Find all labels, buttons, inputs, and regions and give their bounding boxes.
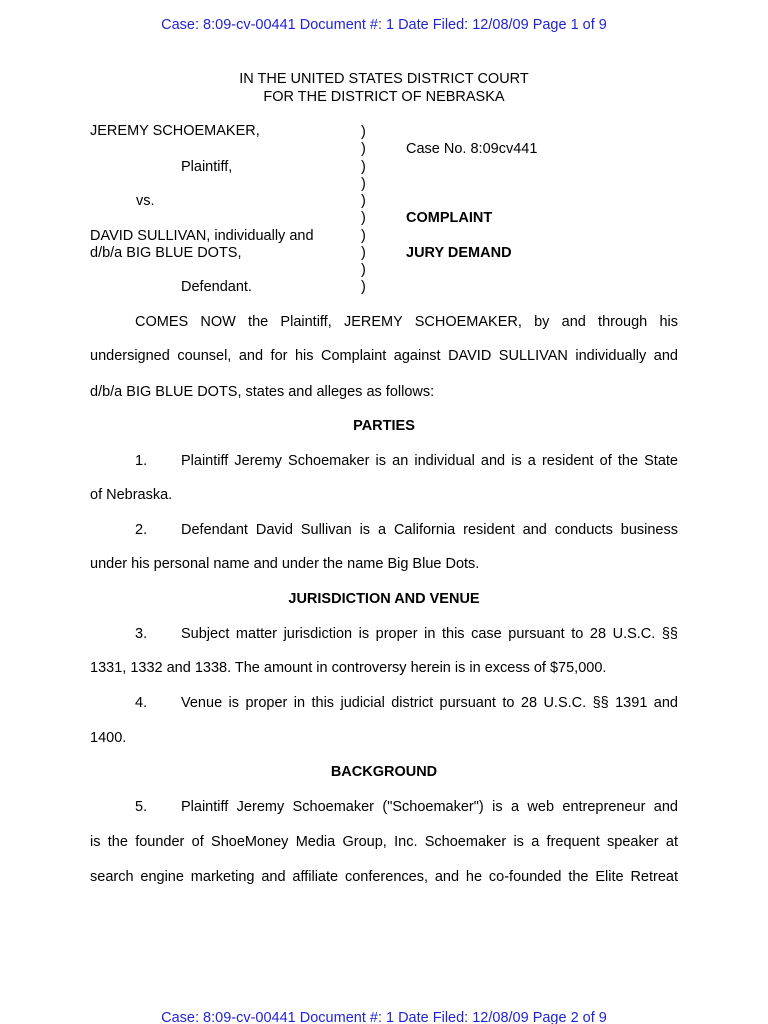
caption-paren: ) (361, 210, 366, 226)
paragraph-line: 1331, 1332 and 1338. The amount in controversy herein is in excess of $75,000. (90, 660, 607, 676)
intro-line: COMES NOW the Plaintiff, JEREMY SCHOEMAKER, by and through his (135, 314, 678, 330)
paragraph-line: Plaintiff Jeremy Schoemaker ("Schoemaker") is a web entrepreneur and (181, 799, 678, 815)
paragraph-number: 1. (135, 453, 148, 469)
caption-paren: ) (361, 193, 366, 209)
defendant-name-line1: DAVID SULLIVAN, individually and (90, 228, 314, 244)
section-heading-background: BACKGROUND (330, 764, 438, 780)
section-heading-jurisdiction: JURISDICTION AND VENUE (288, 591, 480, 607)
caption-paren: ) (361, 245, 366, 261)
paragraph-number: 2. (135, 522, 148, 538)
plaintiff-role: Plaintiff, (181, 159, 233, 175)
plaintiff-name: JEREMY SCHOEMAKER, (90, 123, 260, 139)
paragraph-line: Subject matter jurisdiction is proper in this case pursuant to 28 U.S.C. §§ (181, 626, 678, 642)
versus: vs. (136, 193, 155, 209)
paragraph-line: search engine marketing and affiliate conferences, and he co-founded the Elite Retreat (90, 869, 678, 885)
paragraph-line: under his personal name and under the name Big Blue Dots. (90, 556, 480, 572)
jury-demand-label: JURY DEMAND (406, 245, 512, 261)
filing-header: Case: 8:09-cv-00441 Document #: 1 Date Filed: 12/08/09 Page 1 of 9 (161, 17, 607, 33)
paragraph-line: 1400. (90, 730, 127, 746)
caption-paren: ) (361, 279, 366, 295)
paragraph-line: Plaintiff Jeremy Schoemaker is an individual and is a resident of the State (181, 453, 678, 469)
court-title-line2: FOR THE DISTRICT OF NEBRASKA (263, 89, 505, 105)
caption-paren: ) (361, 159, 366, 175)
caption-paren: ) (361, 176, 366, 192)
paragraph-line: of Nebraska. (90, 487, 173, 503)
paragraph-line: is the founder of ShoeMoney Media Group, Inc. Schoemaker is a frequent speaker at (90, 834, 678, 850)
defendant-name-line2: d/b/a BIG BLUE DOTS, (90, 245, 242, 261)
court-title-line1: IN THE UNITED STATES DISTRICT COURT (239, 71, 529, 87)
complaint-label: COMPLAINT (406, 210, 493, 226)
next-page-header: Case: 8:09-cv-00441 Document #: 1 Date Filed: 12/08/09 Page 2 of 9 (161, 1010, 607, 1024)
intro-line: undersigned counsel, and for his Complaint against DAVID SULLIVAN individually and (90, 348, 678, 364)
case-number: Case No. 8:09cv441 (406, 141, 538, 157)
defendant-role: Defendant. (181, 279, 252, 295)
caption-paren: ) (361, 124, 366, 140)
section-heading-parties: PARTIES (353, 418, 415, 434)
paragraph-line: Defendant David Sullivan is a California resident and conducts business (181, 522, 678, 538)
caption-paren: ) (361, 141, 366, 157)
intro-line: d/b/a BIG BLUE DOTS, states and alleges as follows: (90, 384, 435, 400)
caption-paren: ) (361, 228, 366, 244)
paragraph-number: 3. (135, 626, 148, 642)
caption-paren: ) (361, 262, 366, 278)
paragraph-number: 5. (135, 799, 148, 815)
paragraph-number: 4. (135, 695, 148, 711)
paragraph-line: Venue is proper in this judicial district pursuant to 28 U.S.C. §§ 1391 and (181, 695, 678, 711)
